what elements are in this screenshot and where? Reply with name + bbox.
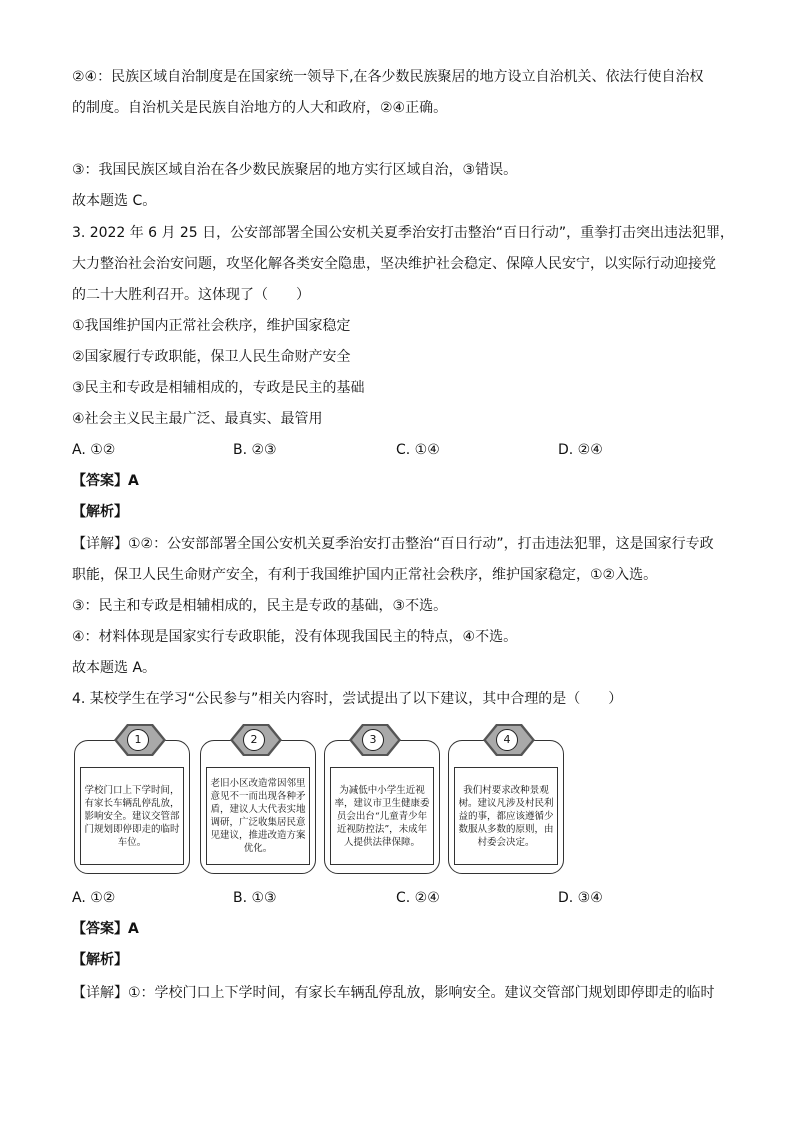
- answer-label: 【答案】A: [72, 473, 139, 489]
- question-3-options: [72, 440, 732, 460]
- analysis-label: 【解析】: [72, 952, 128, 968]
- detail-paragraph: 职能，保卫人民生命财产安全，有利于我国维护国内正常社会秩序，维护国家稳定，①②入选。: [72, 567, 658, 583]
- option-d: D. ③④: [558, 890, 603, 906]
- option-c: C. ①④: [396, 442, 440, 458]
- detail-paragraph: ④：材料体现是国家实行专政职能，没有体现我国民主的特点，④不选。: [72, 629, 518, 645]
- paragraph-line: ③：我国民族区域自治在各少数民族聚居的地方实行区域自治，③错误。: [72, 162, 518, 178]
- card-number: 2: [243, 729, 265, 751]
- card-text: 我们村要求改种景观树。建议凡涉及村民利益的事，都应该遵循少数服从多数的原则，由村委会决定。: [458, 784, 554, 848]
- analysis-label: 【解析】: [72, 504, 128, 520]
- option-b: B. ②③: [233, 442, 277, 458]
- paragraph-line: 的制度。自治机关是民族自治地方的人大和政府，②④正确。: [72, 100, 448, 116]
- question-3-stem: 3. 2022 年 6 月 25 日，公安部部署全国公安机关夏季治安打击整治“百日行动”，重拳打击突出违法犯罪，: [72, 225, 734, 241]
- answer-conclusion: 故本题选 A。: [72, 660, 157, 676]
- suggestion-card: [448, 740, 564, 874]
- answer-label: 【答案】A: [72, 921, 139, 937]
- statement-item: ④社会主义民主最广泛、最真实、最管用: [72, 411, 323, 427]
- question-3-stem: 的二十大胜利召开。这体现了（ ）: [72, 287, 310, 303]
- answer-conclusion: 故本题选 C。: [72, 193, 157, 209]
- statement-item: ①我国维护国内正常社会秩序，维护国家稳定: [72, 318, 351, 334]
- question-3-stem: 大力整治社会治安问题，攻坚化解各类安全隐患，坚决维护社会稳定、保障人民安宁，以实际行动迎接党: [72, 256, 716, 272]
- detail-paragraph: ③：民主和专政是相辅相成的，民主是专政的基础，③不选。: [72, 598, 448, 614]
- detail-paragraph: 【详解】①②：公安部部署全国公安机关夏季治安打击整治“百日行动”，打击违法犯罪，这是国家行专政: [72, 536, 714, 552]
- detail-paragraph: 【详解】①：学校门口上下学时间，有家长车辆乱停乱放，影响安全。建议交管部门规划即停即走的临时: [72, 985, 715, 1001]
- suggestion-card: [74, 740, 190, 874]
- statement-item: ②国家履行专政职能，保卫人民生命财产安全: [72, 349, 351, 365]
- suggestion-card: [324, 740, 440, 874]
- option-a: A. ①②: [72, 442, 116, 458]
- card-text: 为减低中小学生近视率，建议市卫生健康委员会出台“儿童青少年近视防控法”，未成年人提供法律保障。: [334, 784, 430, 848]
- card-text: 学校门口上下学时间，有家长车辆乱停乱放，影响安全。建议交管部门规划即停即走的临时车位。: [84, 784, 180, 848]
- card-number: 4: [496, 729, 518, 751]
- question-4-options: [72, 888, 732, 908]
- option-d: D. ②④: [558, 442, 603, 458]
- suggestion-card: [200, 740, 316, 874]
- question-4-stem: 4. 某校学生在学习“公民参与”相关内容时，尝试提出了以下建议，其中合理的是（ ）: [72, 691, 623, 707]
- suggestion-cards-figure: [74, 724, 574, 876]
- card-number: 3: [362, 729, 384, 751]
- statement-item: ③民主和专政是相辅相成的，专政是民主的基础: [72, 380, 365, 396]
- option-b: B. ①③: [233, 890, 277, 906]
- card-text: 老旧小区改造常因邻里意见不一而出现各种矛盾，建议人大代表实地调研，广泛收集居民意见建议，推进改造方案优化。: [210, 778, 306, 854]
- card-number: 1: [127, 729, 149, 751]
- paragraph-line: ②④：民族区域自治制度是在国家统一领导下,在各少数民族聚居的地方设立自治机关、依法行使自治权: [72, 69, 704, 85]
- option-c: C. ②④: [396, 890, 440, 906]
- option-a: A. ①②: [72, 890, 116, 906]
